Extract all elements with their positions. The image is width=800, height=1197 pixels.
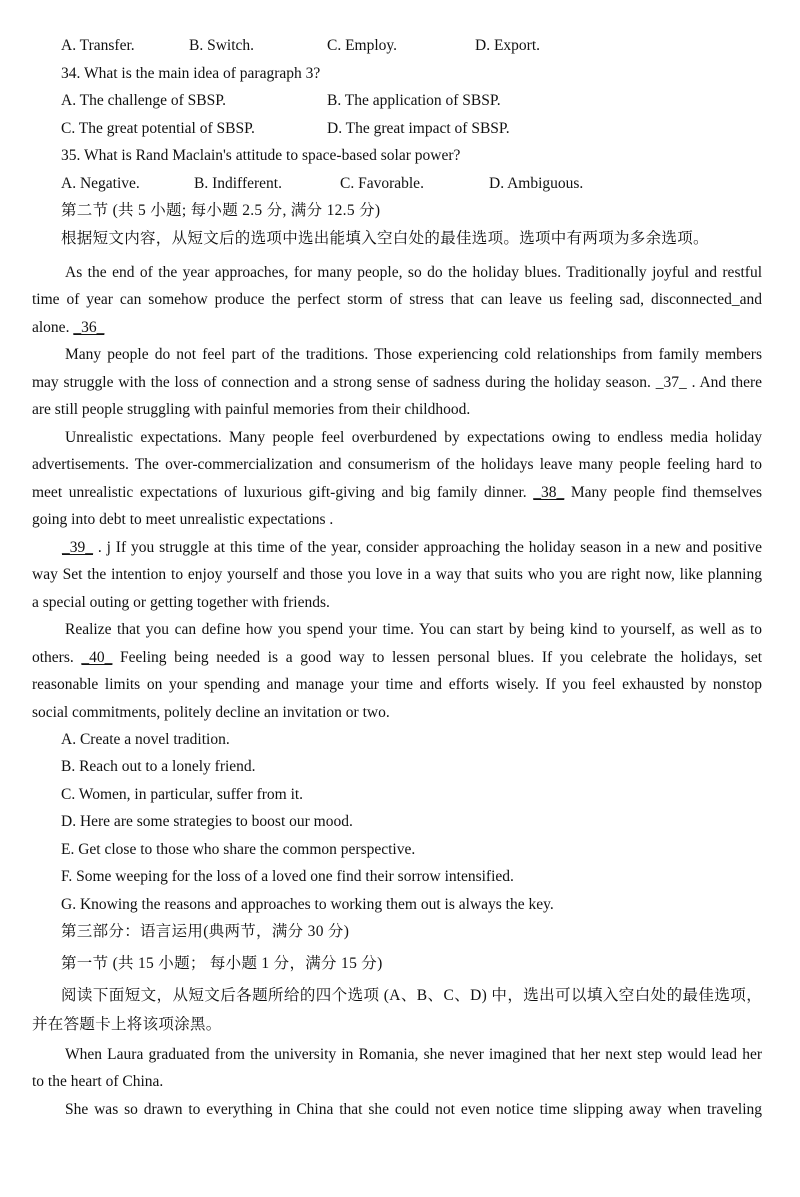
q34-option-a: A. The challenge of SBSP.: [61, 92, 227, 109]
passage2-line: When Laura graduated from the university in Romania, she never imagined that her next step would lead her: [65, 1046, 762, 1063]
section2-instruction: 根据短文内容，从短文后的选项中选出能填入空白处的最佳选项。选项中有两项为多余选项。: [61, 230, 709, 247]
passage-text: may struggle with the loss of connection and a strong sense of sadness during the holiday season.: [32, 374, 651, 391]
passage-text: . j If you struggle at this time of the year, consider approaching the holiday season in a new and positive: [97, 539, 762, 556]
passage-line: Many people do not feel part of the traditions. Those experiencing cold relationships from family members: [65, 346, 762, 363]
option-g: G. Knowing the reasons and approaches to working them out is always the key.: [61, 896, 554, 913]
q35-option-d: D. Ambiguous.: [489, 175, 584, 192]
passage-line: Unrealistic expectations. Many people feel overburdened by expectations owing to endless media holiday: [65, 429, 762, 446]
passage-line: [32, 318, 104, 338]
passage2-line: She was so drawn to everything in China that she could not even notice time slipping away when traveling: [65, 1101, 762, 1118]
passage-line: way Set the intention to enjoy yourself and those you love in a way that suits who you are right now, like planning: [32, 566, 762, 583]
passage-text: . And there: [691, 374, 763, 391]
q35-option-a: A. Negative.: [61, 175, 140, 192]
passage-line: [32, 648, 762, 668]
q33-option-a: A. Transfer.: [61, 37, 135, 54]
q33-option-c: C. Employ.: [327, 37, 398, 54]
passage-text: others.: [32, 649, 74, 666]
blank-40: _40_: [81, 649, 113, 666]
passage-text: meet unrealistic expectations of luxurious gift-giving and big family dinner.: [32, 484, 527, 501]
passage-line: advertisements. The over-commercialization and consumerism of the holidays leave many people feeling hard to: [32, 456, 762, 473]
q35-option-c: C. Favorable.: [340, 175, 424, 192]
part3-instruction: 阅读下面短文，从短文后各题所给的四个选项 (A、B、C、D) 中，选出可以填入空白处的最佳选项，: [61, 987, 762, 1004]
part3-section1-header: 第一节 (共 15 小题； 每小题 1 分，满分 15 分): [61, 955, 383, 972]
option-a: A. Create a novel tradition.: [61, 731, 230, 748]
option-c: C. Women, in particular, suffer from it.: [61, 786, 304, 803]
passage-text: Feeling being needed is a good way to lessen personal blues. If you celebrate the holidays, set: [120, 649, 763, 666]
passage-line: Realize that you can define how you spend your time. You can start by being kind to yourself, as well as to: [65, 621, 762, 638]
q33-option-d: D. Export.: [475, 37, 541, 54]
part3-instruction: 并在答题卡上将该项涂黑。: [32, 1016, 222, 1033]
part3-header: 第三部分：语言运用(典两节，满分 30 分): [61, 923, 350, 940]
option-d: D. Here are some strategies to boost our mood.: [61, 813, 353, 830]
passage-line: going into debt to meet unrealistic expectations .: [32, 511, 334, 528]
passage-line: a special outing or getting together with friends.: [32, 594, 330, 611]
blank-36: _36_: [73, 319, 105, 336]
option-e: E. Get close to those who share the common perspective.: [61, 841, 416, 858]
option-b: B. Reach out to a lonely friend.: [61, 758, 256, 775]
option-f: F. Some weeping for the loss of a loved one find their sorrow intensified.: [61, 868, 514, 885]
passage-text: alone.: [32, 319, 70, 336]
passage-line: social commitments, politely decline an invitation or two.: [32, 704, 390, 721]
q34-option-d: D. The great impact of SBSP.: [327, 120, 510, 137]
blank-37: _37_: [655, 374, 687, 391]
passage-line: [32, 538, 762, 558]
passage-line: [32, 373, 762, 393]
passage2-line: to the heart of China.: [32, 1073, 164, 1090]
q35-option-b: B. Indifferent.: [194, 175, 282, 192]
passage-text: Many people find themselves: [570, 484, 762, 501]
passage-line: are still people struggling with painful memories from their childhood.: [32, 401, 471, 418]
section2-header: 第二节 (共 5 小题; 每小题 2.5 分, 满分 12.5 分): [61, 202, 381, 219]
q34-option-c: C. The great potential of SBSP.: [61, 120, 255, 137]
q34-stem: 34. What is the main idea of paragraph 3?: [61, 65, 321, 82]
passage-line: As the end of the year approaches, for many people, so do the holiday blues. Traditionally joyful and restful: [65, 264, 762, 281]
passage-line: reasonable limits on your spending and manage your time and efforts wisely. If you feel exhausted by nonstop: [32, 676, 762, 693]
blank-39: _39_: [62, 539, 93, 556]
q35-stem: 35. What is Rand Maclain's attitude to space-based solar power?: [61, 147, 461, 164]
q34-option-b: B. The application of SBSP.: [327, 92, 501, 109]
blank-38: _38_: [533, 484, 565, 501]
passage-line: [32, 483, 762, 503]
q33-option-b: B. Switch.: [189, 37, 255, 54]
passage-line: time of year can somehow produce the perfect storm of stress that can leave us feeling sad, disconnected_and: [32, 291, 762, 308]
